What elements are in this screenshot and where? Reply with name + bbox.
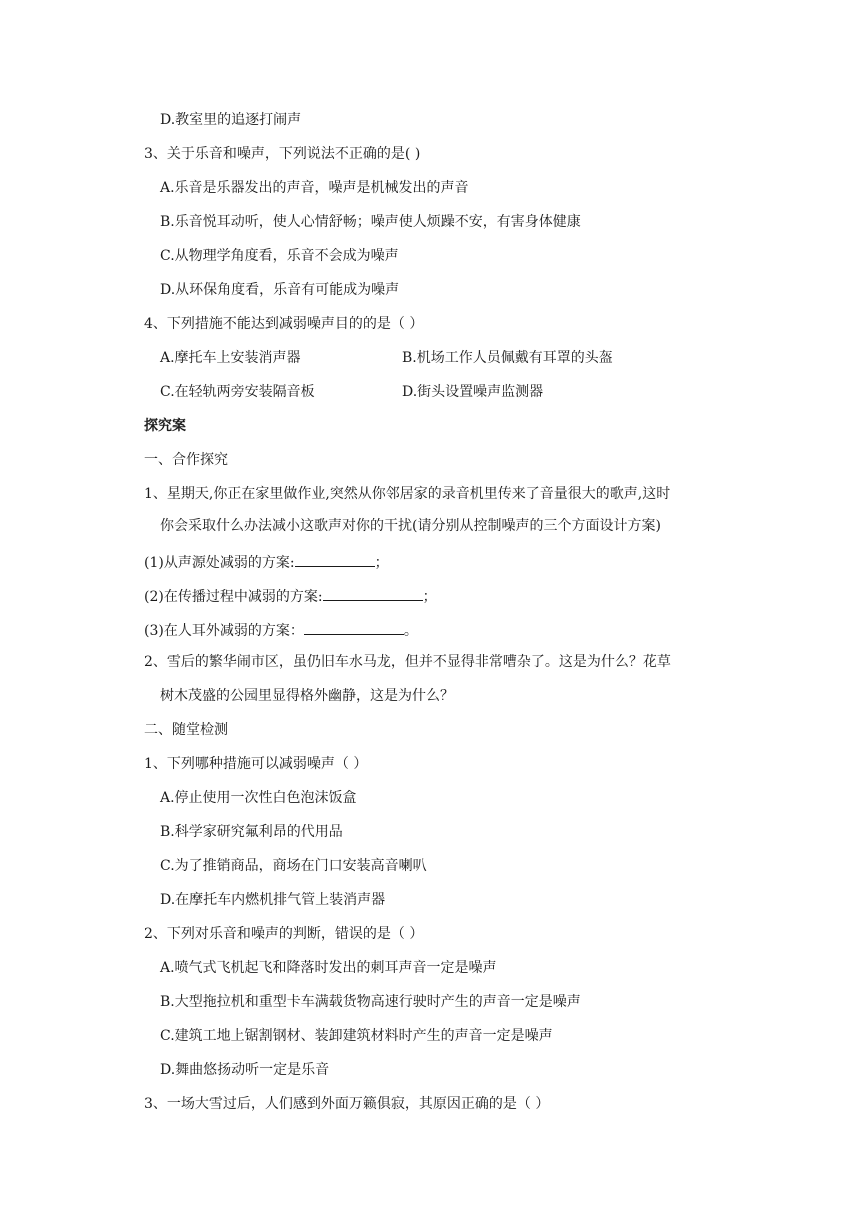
option-d-t2: D.舞曲悠扬动听一定是乐音 (160, 1062, 330, 1078)
option-d-q3: D.从环保角度看，乐音有可能成为噪声 (160, 282, 400, 298)
answer-blank[interactable] (323, 584, 423, 601)
answer-blank[interactable] (295, 550, 375, 567)
subsection-cooperative: 一、合作探究 (144, 452, 228, 468)
test-question-3: 3、一场大雪过后，人们感到外面万籁俱寂，其原因正确的是（ ） (144, 1096, 550, 1112)
explore-question-2-cont: 树木茂盛的公园里显得格外幽静，这是为什么？ (160, 688, 454, 704)
plan-source: (1)从声源处减弱的方案: ； (144, 550, 389, 573)
section-title-explore: 探究案 (144, 418, 186, 434)
plan-transmission: (2)在传播过程中减弱的方案: ； (144, 584, 437, 607)
explore-question-1: 1、星期天,你正在家里做作业,突然从你邻居家的录音机里传来了音量很大的歌声,这时 (144, 486, 671, 502)
option-d-q4: D.街头设置噪声监测器 (402, 384, 544, 400)
option-c-t2: C.建筑工地上锯割钢材、装卸建筑材料时产生的声音一定是噪声 (160, 1028, 553, 1044)
option-a-q4: A.摩托车上安装消声器 (160, 350, 301, 366)
option-a-q3: A.乐音是乐器发出的声音，噪声是机械发出的声音 (160, 180, 469, 196)
answer-blank[interactable] (304, 618, 404, 635)
explore-question-2: 2、雪后的繁华闹市区，虽仍旧车水马龙，但并不显得非常嘈杂了。这是为什么？花草 (144, 654, 671, 670)
option-c-q3: C.从物理学角度看，乐音不会成为噪声 (160, 248, 399, 264)
option-d-t1: D.在摩托车内燃机排气管上装消声器 (160, 892, 386, 908)
question-3: 3、关于乐音和噪声，下列说法不正确的是( ) (144, 146, 421, 162)
option-c-t1: C.为了推销商品，商场在门口安装高音喇叭 (160, 858, 427, 874)
option-a-t1: A.停止使用一次性白色泡沫饭盒 (160, 790, 357, 806)
explore-question-1-cont: 你会采取什么办法减小这歌声对你的干扰(请分别从控制噪声的三个方面设计方案) (160, 518, 661, 534)
option-a-t2: A.喷气式飞机起飞和降落时发出的刺耳声音一定是噪声 (160, 960, 497, 976)
option-b-t2: B.大型拖拉机和重型卡车满载货物高速行驶时产生的声音一定是噪声 (160, 994, 581, 1010)
option-b-t1: B.科学家研究氟利昂的代用品 (160, 824, 343, 840)
options-cd-q4 (160, 382, 760, 402)
question-4: 4、下列措施不能达到减弱噪声目的的是（ ） (144, 316, 424, 332)
test-question-2: 2、下列对乐音和噪声的判断，错误的是（ ） (144, 926, 424, 942)
option-d-q2: D.教室里的追逐打闹声 (160, 112, 302, 128)
option-b-q3: B.乐音悦耳动听，使人心情舒畅；噪声使人烦躁不安，有害身体健康 (160, 214, 581, 230)
option-b-q4: B.机场工作人员佩戴有耳罩的头盔 (402, 350, 613, 366)
plan-ear: (3)在人耳外减弱的方案： 。 (144, 618, 418, 641)
option-c-q4: C.在轻轨两旁安装隔音板 (160, 384, 315, 400)
test-question-1: 1、下列哪种措施可以减弱噪声（ ） (144, 756, 368, 772)
subsection-classroom-test: 二、随堂检测 (144, 722, 228, 738)
options-ab-q4 (160, 348, 760, 368)
